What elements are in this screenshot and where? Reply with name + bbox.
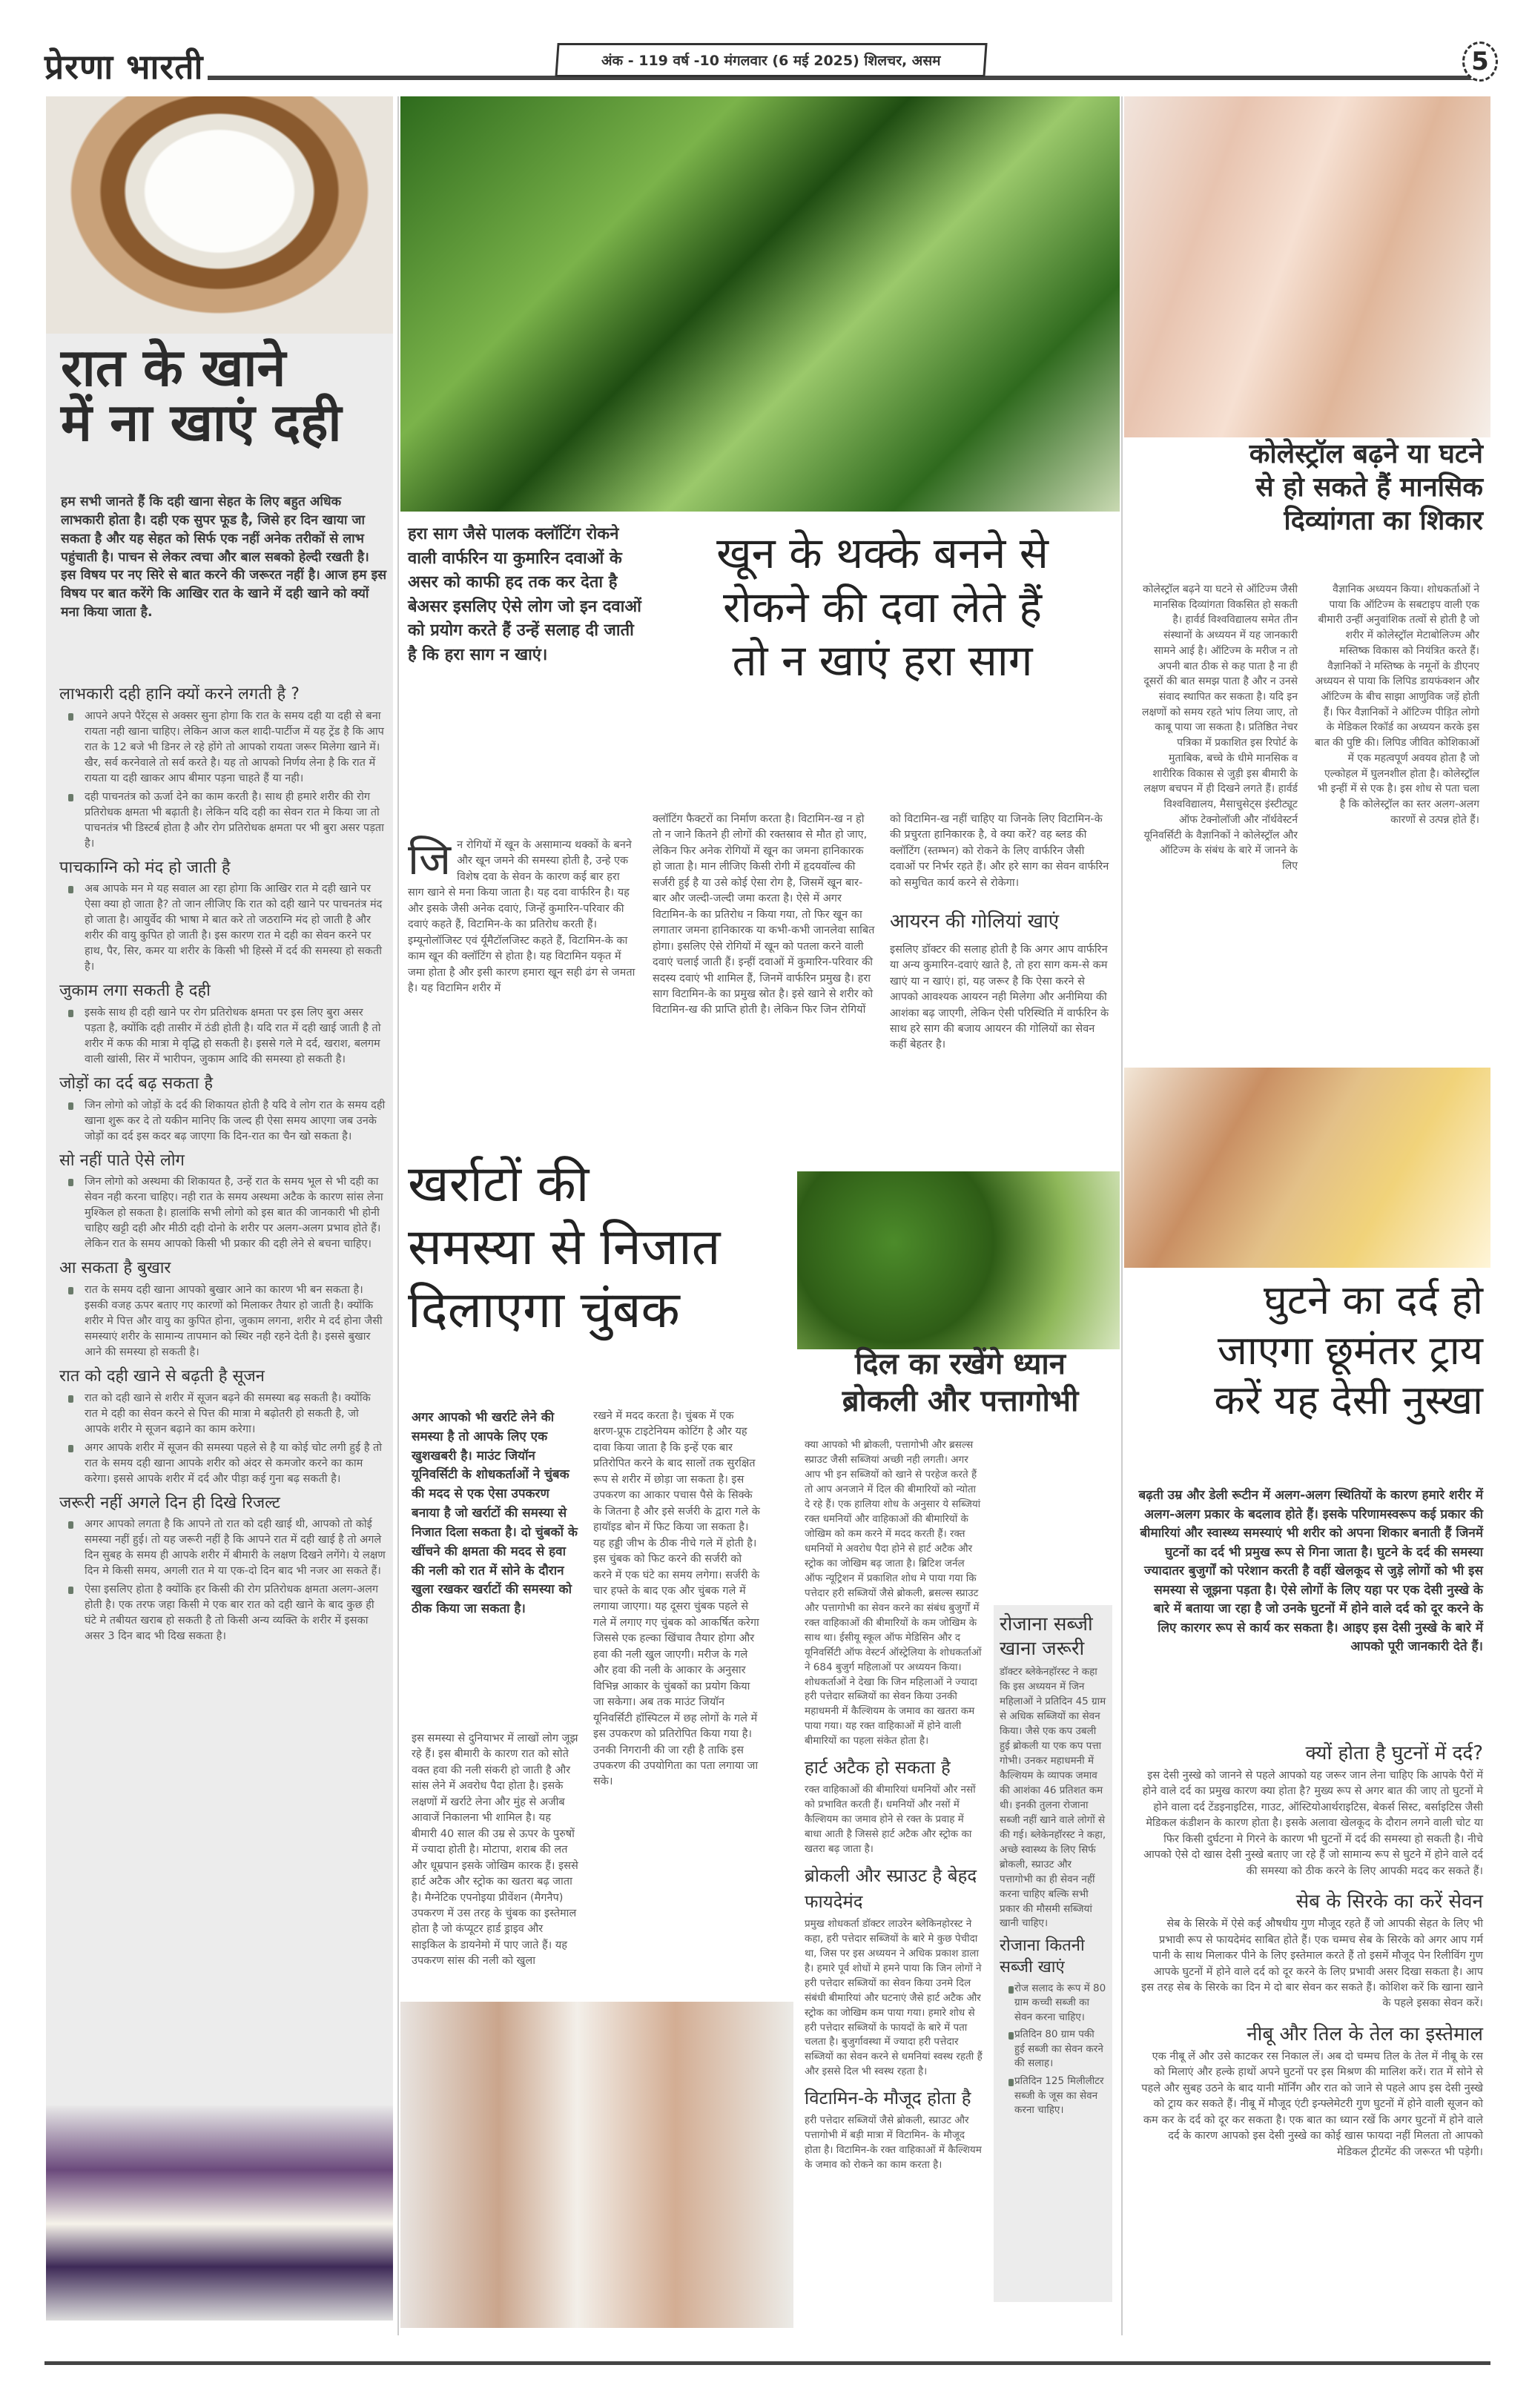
- headline-line: खून के थक्के बनने से: [716, 528, 1049, 578]
- issue-line: अंक - 119 वर्ष -10 मंगलवार (6 मई 2025) शिलचर, असम: [601, 53, 941, 69]
- page-number-badge: 5: [1462, 42, 1498, 82]
- knee-pain-remedy-image: [1124, 1068, 1490, 1268]
- section-heading: रात को दही खाने से बढ़ती है सूजन: [59, 1367, 265, 1386]
- section-heading: आ सकता है बुखार: [59, 1259, 171, 1278]
- section-heading: सो नहीं पाते ऐसे लोग: [59, 1151, 185, 1170]
- masthead: [44, 0, 1490, 87]
- column-divider: [397, 96, 399, 2335]
- knee-subhead: नीबू और तिल के तेल का इस्तेमाल: [1247, 2022, 1483, 2045]
- knee-section-text: सेब के सिरके में ऐसे कई औषधीय गुण मौजूद रहते हैं जो आपकी सेहत के लिए भी प्रभावी रूप से फायदेमंद साबित होते हैं। एक चम्मच सेब के सिरके को अगर आप गर्म पानी के साथ मिलाकर पीने के लिए इस्तेमाल करते हैं तो इसमें मौजूद पेन रिलीविंग गुण आपके घुटनों में होने वाले दर्द को दूर करने के लिए प्रभावी असर दिखा सकता है। आप इस तरह सेब के सिरके का दिन मे दो बार सेवन कर सकते हैं। कोशिश करें कि खाना खाने के पहले इसका सेवन करें।: [1141, 1918, 1483, 2010]
- snoring-col-2: रखने में मदद करता है। चुंबक में एक क्षरण-प्रूफ टाइटेनियम कोटिंग है और यह दावा किया जाता है कि इन्हें एक बार प्रतिरोपित करने के बाद सालों तक सुरक्षित रूप से शरीर में छोड़ा जा सकता है। इस उपकरण का आकार पचास पैसे के सिक्के के जितना है और इसे सर्जरी के द्वारा गले के हायॉइड बोन में फिट किया जा सकता है। यह हड्डी जीभ के ठीक नीचे गले में होती है। इस चुंबक को फिट करने की सर्जरी को करने में एक घंटे का समय लगेगा। सर्जरी के चार हफ्ते के बाद एक और चुंबक गले में लगाया जाएगा। यह दूसरा चुंबक पहले से गले में लगाए गए चुंबक को आकर्षित करेगा जिससे एक हल्का खिंचाव तैयार होगा और हवा की नली खुल जाएगी। मरीज के गले और हवा की नली के आकार के अनुसार विभिन्न आकार के चुंबकों का प्रयोग किया जा सकेगा। अब तक माउंट जियॉन यूनिवर्सिटी हॉस्पिटल में छह लोगों के गले में इस उपकरण को प्रतिरोपित किया गया है। उनकी निगरानी की जा रही है ताकि इस उपकरण की उपयोगिता का पता लगाया जा सके।: [593, 1410, 760, 1788]
- headline-line: घुटने का दर्द हो: [1263, 1277, 1483, 1323]
- knee-section-text: एक नीबू लें और उसे काटकर रस निकाल लें। अब दो चम्मच तिल के तेल में नीबू के रस को मिलाएं और हल्के हाथों अपने घुटनों पर इस मिश्रण की मालिश करें। रात में सोने से पहले और सुबह उठने के बाद यानी मॉर्निंग और रात को जाने से पहले आप इस देसी नुस्खे को ट्राय कर सकते हैं। नीबू में मौजूद एंटी इन्फ्लेमेटरी गुण घुटनों में होने वाली सूजन को कम कर के दर्द को दूर कर सकता है। एक बात का ध्यान रखें कि अगर घुटनों में होने वाले दर्द के कारण आपको इस देसी नुस्खे का कोई खास फायदा नहीं मिलता तो आपको मेडिकल ट्रीटमेंट की जरूरत भी पड़ेगी।: [1141, 2050, 1483, 2158]
- headline-line: तो न खाएं हरा साग: [732, 635, 1033, 686]
- headline-line: जाएगा छूमंतर ट्राय: [1217, 1326, 1483, 1374]
- sidebar-bullets: [1000, 1982, 1106, 2118]
- sleeping-couple-image: [400, 2002, 793, 2328]
- knee-lede: बढ़ती उम्र और डेली रूटीन में अलग-अलग स्थितियों के कारण हमारे शरीर में अलग-अलग प्रकार के बदलाव होते हैं। इसके परिणामस्वरूप कई प्रकार की बीमारियां और स्वास्थ्य समस्याएं भी शरीर को अपना शिकार बनाती हैं जिनमें घुटनों का दर्द भी प्रमुख रूप से गिना जाता है। घुटने के दर्द की समस्या ज्यादातर बुजुर्गों को परेशान करती है वहीं खेलकूद से जुड़े लोगों को भी इस समस्या से जूझना पड़ता है। ऐसे लोगों के लिए यहा पर एक देसी नुस्खे के बारे में बताया जा रहा है जो उनके घुटनों में होने वाले दर्द को दूर करने के लिए कारगर रूप से कार्य कर सकता है। आइए इस देसी नुस्खे के बारे में आपको पूरी जानकारी देते हैं।: [1138, 1488, 1483, 1654]
- sidebar-subhead: रोजाना कितनी सब्जी खाएं: [1000, 1936, 1085, 1977]
- dropcap: जि: [408, 834, 452, 884]
- greens-col-3: [890, 812, 1112, 1054]
- newspaper-brand: प्रेरणा भारती: [44, 47, 204, 87]
- veg-sidebar-box: [994, 1605, 1112, 2302]
- broccoli-subhead: ब्रोकली और स्प्राउट है बेहद फायदेमंद: [805, 1865, 977, 1913]
- headline-line: दिलाएगा चुंबक: [408, 1281, 680, 1340]
- section-heading: जोड़ों का दर्द बढ़ सकता है: [59, 1074, 214, 1094]
- bullet-paragraph: जिन लोगो को अस्थमा की शिकायत है, उन्हें रात के समय भूल से भी दही का सेवन नही करना चाहिए। नही रात के समय अस्थमा अटैक के कारण सांस लेना मुश्किल हो सकता है। हालांकि सभी लोगो को इस बात की जानकारी भी होनी चाहिए खट्टी दही और मीठी दही दोनो के शरीर पर अलग-अलग प्रभाव होते हैं। लेकिन रात के समय आपको किसी भी प्रकार की दही लेने से बचना चाहिए।: [59, 1174, 386, 1252]
- greens-col3b-text: इसलिए डॉक्टर की सलाह होती है कि अगर आप वार्फरिन या अन्य कुमारिन-दवाएं खाते है, तो हरा साग कम-से कम खाएं या न खाएं। हां, यह जरूर है कि ऐसा करने से आपको आवश्यक आयरन नही मिलेगा और अनीमिया की आशंका बढ़ जाएगी, लेकिन ऐसी परिस्थिति में वार्फरिन के साथ हरे साग की बजाय आयरन की गोलियों का सेवन कहीं बेहतर है।: [890, 943, 1109, 1051]
- knee-subhead: सेब के सिरके का करें सेवन: [1295, 1891, 1483, 1914]
- broccoli-intro: क्या आपको भी ब्रोकली, पत्तागोभी और ब्रसल्स स्प्राउट जैसी सब्जियां अच्छी नही लगती। अगर आप भी इन सब्जियों को खाने से परहेज करते हैं तो आप अनजाने में दिल की बीमारियों को न्योता दे रहे हैं। एक हालिया शोध के अनुसार ये सब्जियां रक्त धमनियों और वाहिकाओं की बीमारियों के जोखिम को कम करने में मदद करती हैं। रक्त धमनियों मे अवरोध पैदा होने से हार्ट अटैक और स्ट्रोक का जोखिम बढ़ जाता है। ब्रिटिश जर्नल ऑफ न्यूट्रिशन में प्रकाशित शोध मे पाया गया कि पत्तेदार हरी सब्जियों जैसे ब्रोकली, ब्रसल्स स्प्राउट और पत्तागोभी का सेवन करने का संबंध बुजुर्गों में रक्त वाहिकाओं की बीमारियों के कम जोखिम के साथ था। ईसीयू स्कूल ऑफ मेडिसिन और द यूनिवर्सिटी ऑफ वेस्टर्न ऑस्ट्रेलिया के शोधकर्ताओं ने 684 बुजुर्ग महिलाओं पर अध्ययन किया। शोधकर्ताओं ने देखा कि जिन महिलाओं ने ज्यादा हरी पत्तेदार सब्जियों का सेवन किया उनकी महाधमनी में कैल्शियम के जमाव का खतरा कम पाया गया। यह रक्त वाहिकाओं में होने वाली बीमारियों का पहला संकेत होता है।: [805, 1439, 982, 1747]
- snoring-col-1: इस समस्या से दुनियाभर में लाखों लोग जूझ रहे हैं। इस बीमारी के कारण रात को सोते वक्त हवा की नली संकरी हो जाती है और सांस लेने में अवरोध पैदा होता है। इसके लक्षणों में खर्राटे लेना और मुंह से अजीब आवाजें निकालना भी शामिल है। यह बीमारी 40 साल की उम्र से ऊपर के पुरुषों में ज्यादा होती है। मोटापा, शराब की लत और धूम्रपान इसके जोखिम कारक हैं। इससे हार्ट अटैक और स्ट्रोक का खतरा बढ़ जाता है। मैग्नेटिक एपनोइया प्रीवेंशन (मैगनैप) उपकरण में उस तरह के चुंबक का इस्तेमाल होता है जो कंप्यूटर हार्ड ड्राइव और साइकिल के डायनेमो में पाए जाते हैं। यह उपकरण सांस की नली को खुला: [412, 1733, 578, 1968]
- bullet-paragraph: रात को दही खाने से शरीर में सूजन बढ़ने की समस्या बढ़ सकती है। क्योंकि रात मे दही का सेवन करने से पित्त की मात्रा मे बढ़ोतरी हो सकती है, जो आपके शरीर मे सूजन बढ़ाने का काम करेगा।: [59, 1391, 386, 1438]
- sidebar-title: रोजाना सब्जी खाना जरूरी: [1000, 1613, 1093, 1660]
- greens-headline: [653, 526, 1112, 688]
- headline-line: ब्रोकली और पत्तागोभी: [842, 1384, 1079, 1418]
- knee-headline: [1135, 1275, 1483, 1426]
- sidebar-bullet: रोज सलाद के रूप में 80 ग्राम कच्ची सब्जी का सेवन करना चाहिए।: [1000, 1982, 1106, 2025]
- headline-line: दिल का रखेंगे ध्यान: [855, 1347, 1066, 1381]
- knee-sections: [1138, 1731, 1483, 2160]
- bullet-paragraph: रात के समय दही खाना आपको बुखार आने का कारण भी बन सकता है। इसकी वजह ऊपर बताए गए कारणों को मिलाकर तैयार हो जाती है। क्योंकि शरीर मे पित्त और वायु का कुपित होना, जुकाम लगना, शरीर मे दर्द होना जैसी समस्याएं शरीर के सामान्य तापमान को स्थिर नही रहने देती है। इससे बुखार आने की समस्या हो सकती है।: [59, 1283, 386, 1360]
- section-heading: जुकाम लगा सकती है दही: [59, 982, 211, 1001]
- sidebar-bullet: प्रतिदिन 125 मिलीलीटर सब्जी के जूस का सेवन करना चाहिए।: [1000, 2074, 1106, 2118]
- sidebar-bullet: प्रतिदिन 80 ग्राम पकी हुई सब्जी का सेवन करने की सलाह।: [1000, 2028, 1106, 2071]
- yogurt-parfait-image: [46, 2106, 393, 2321]
- greens-col-1: [408, 834, 638, 997]
- issue-info-box: [555, 43, 987, 77]
- section-heading: जरूरी नहीं अगले दिन ही दिखे रिजल्ट: [59, 1493, 280, 1512]
- bullet-paragraph: ऐसा इसलिए होता है क्योंकि हर किसी की रोग प्रतिरोधक क्षमता अलग-अलग होती है। एक तरफ जहा किसी मे एक बार रात को दही खाने के बाद कुछ ही घंटे मे तबीयत खराब हो सकती है तो किसी अन्य व्यक्ति के शरीर में इसका असर 3 दिन बाद भी दिख सकता है।: [59, 1582, 386, 1644]
- mother-child-image: [1124, 96, 1490, 437]
- article-curd: [46, 96, 393, 2321]
- knee-subhead: क्यों होता है घुटनों में दर्द?: [1305, 1742, 1483, 1764]
- broccoli-subhead: हार्ट अटैक हो सकता है: [805, 1757, 951, 1779]
- broccoli-main: [805, 1438, 983, 2173]
- footer-rule: [44, 2361, 1490, 2365]
- headline-line: करें यह देसी नुस्खा: [1214, 1377, 1483, 1423]
- knee-section-text: इस देसी नुस्खे को जानने से पहले आपको यह जरूर जान लेना चाहिए कि आपके पैरों में होने वाले दर्द का प्रमुख कारण क्या होता है? मुख्य रूप से अगर बात की जाए तो घुटनों मे होने वाला दर्द टेंडइनाइटिस, गाउट, ऑस्टियोआर्थराइटिस, बेकर्स सिस्ट, बर्साइटिस जैसी मेडिकल कंडीशन के कारण होता है। इसके अलावा खेलकूद के दौरान लगने वाली चोट या फिर किसी दुर्घटना मे गिरने के कारण भी घुटनों में दर्द की समस्या हो सकती है। नीचे आपको ऐसे दो खास देसी नुस्खे बताए जा रहे हैं जो सामान्य रूप से घुटने में होने वाले दर्द की समस्या को ठीक करने के लिए आपकी मदद कर सकते हैं।: [1142, 1770, 1483, 1877]
- headline-line: कोलेस्ट्रॉल बढ़ने या घटने: [1249, 439, 1483, 469]
- cholesterol-col-2: वैज्ञानिक अध्ययन किया। शोधकर्ताओं ने पाया कि ऑटिज्म के सबटाइप वाली एक बीमारी उन्हीं अनुवांशिक तत्वों से होती है जो शरीर में कोलेस्ट्रॉल मेटाबोलिज्म और मस्तिष्क विकास को नियंत्रित करते हैं। वैज्ञानिकों ने मस्तिष्क के नमूनों के डीएनए अध्ययन से पाया कि लिपिड डायफंक्शन और ऑटिज्म के बीच साझा आणुविक जड़ें होती हैं। फिर वैज्ञानिकों ने ऑटिज्म पीड़ित लोगो के मेडिकल रिकॉर्ड का अध्ययन करके इस बात की पुष्टि की। लिपिड जीवित कोशिकाओं में एक महत्वपूर्ण अवयव होता है जो एल्कोहल में घुलनशील होता है। कोलेस्ट्रॉल भी इन्हीं में से एक है। इस शोध से पता चला है कि कोलेस्ट्रॉल का स्तर अलग-अलग कारणों से उत्पन्न होते हैं।: [1315, 583, 1479, 826]
- column-divider: [1121, 96, 1123, 2335]
- broccoli-subhead: विटामिन-के मौजूद होता है: [805, 2088, 971, 2109]
- broccoli-sub3-text: हरी पत्तेदार सब्जियों जैसे ब्रोकली, स्प्राउट और पत्तागोभी में बड़ी मात्रा में विटामिन- के मौजूद होता है। विटामिन-के रक्त वाहिकाओं में कैल्शियम के जमाव को रोकने का काम करता है।: [805, 2114, 982, 2171]
- headline-line: समस्या से निजात: [408, 1218, 721, 1277]
- greens-pull-quote: हरा साग जैसे पालक क्लॉटिंग रोकने वाली वार्फरिन या कुमारिन दवाओं के असर को काफी हद तक कर देता है बेअसर इसलिए ऐसे लोग जो इन दवाओं को प्रयोग करते हैं उन्हें सलाह दी जाती है कि हरा साग न खाएं।: [408, 525, 641, 664]
- headline-line: रात के खाने: [61, 337, 286, 398]
- bullet-paragraph: जिन लोगो को जोड़ों के दर्द की शिकायत होती है यदि वे लोग रात के समय दही खाना शुरू कर दे तो यकीन मानिए कि जल्द ही ऐसा समय आएगा जब उनके जोड़ों का दर्द इस कदर बढ़ जाएगा कि दिन-रात का चैन खो सकता है।: [59, 1098, 386, 1145]
- cholesterol-col-1: कोलेस्ट्रॉल बढ़ने या घटने से ऑटिज्म जैसी मानसिक दिव्यांगता विकसित हो सकती है। हार्वर्ड विश्वविद्यालय समेत तीन संस्थानों के अध्ययन में यह जानकारी सामने आई है। ऑटिज्म के मरीज न तो अपनी बात ठीक से कह पाता है ना ही दूसरों की बात समझ पाता है और न उनसे संवाद स्थापित कर सकता है। यदि इन लक्षणों को समय रहते भांप लिया जाए, तो काबू पाया जा सकता है। प्रतिष्ठित नेचर पत्रिका में प्रकाशित इस रिपोर्ट के मुताबिक, बच्चे के धीमे मानसिक व शारीरिक विकास से जुड़ी इस बीमारी के लक्षण बचपन में ही दिखने लगते हैं। हार्वर्ड विश्वविद्यालय, मैसाचुसेट्स इंस्टीट्यूट ऑफ टेक्नोलॉजी और नॉर्थवेस्टर्न यूनिवर्सिटी के वैज्ञानिकों ने कोलेस्ट्रॉल और ऑटिज्म के संबंध के बारे में जानने के लिए: [1142, 583, 1298, 872]
- broccoli-sub1-text: रक्त वाहिकाओं की बीमारियां धमनियों और नसों को प्रभावित करती हैं। धमनियों और नसों में कैल्शियम का जमाव होने से रक्त के प्रवाह में बाधा आती है जिससे हार्ट अटैक और स्ट्रोक का खतरा बढ़ जाता है।: [805, 1783, 976, 1855]
- curd-lede: हम सभी जानते हैं कि दही खाना सेहत के लिए बहुत अधिक लाभकारी होता है। दही एक सुपर फूड है, जिसे हर दिन खाया जा सकता है और यह सेहत को सिर्फ एक नहीं अनेक तरीकों से लाभ पहुंचाती है। पाचन से लेकर त्वचा और बाल सबको हेल्दी रखती है। इस विषय पर नए सिरे से बात करने की जरूरत नहीं है। आज हम इस विषय पर बात करेंगे कि आखिर रात के खाने में दही खाने को क्यों मना किया जाता है.: [61, 494, 387, 621]
- broccoli-image: [797, 1171, 1120, 1349]
- greens-subhead: आयरन की गोलियां खाएं: [890, 910, 1060, 933]
- bullet-paragraph: अब आपके मन मे यह सवाल आ रहा होगा कि आखिर रात मे दही खाने पर ऐसा क्या हो जाता है? तो जान लीजिए कि रात को दही खाने पर पाचनतंत्र मंद हो जाता है। आयुर्वेद की भाषा मे बात करे तो जठराग्नि मंद हो जाती है और शरीर की वायु कुपित हो जाती है। इस कारण रात मे दही का सेवन करने पर हाथ, पैर, सिर, कमर या शरीर के किसी भी हिस्से में दर्द की समस्या हो सकती है।: [59, 882, 386, 975]
- broccoli-sub2-text: प्रमुख शोधकर्ता डॉक्टर लाउरेन ब्लेकिनहोरस्ट ने कहा, हरी पत्तेदार सब्जियों के बारे मे कुछ पेचीदा था, जिस पर इस अध्ययन ने अधिक प्रकाश डाला है। हमारे पूर्व शोधों मे हमने पाया कि जिन लोगों ने हरी पत्तेदार सब्जियों का सेवन किया उनमे दिल संबंधी बीमारियां और घटनाएं जैसे हार्ट अटैक और स्ट्रोक का जोखिम कम पाया गया। हमारे शोध से हरी पत्तेदार सब्जियों के फायदों के बारे में पता चलता है। बुजुर्गावस्था में ज्यादा हरी पत्तेदार सब्जियों का सेवन करने से धमनियां स्वस्थ रहती हैं और इससे दिल भी स्वस्थ रहता है।: [805, 1917, 983, 2078]
- curd-headline: [61, 337, 387, 453]
- snoring-lede: अगर आपको भी खर्राटे लेने की समस्या है तो आपके लिए एक खुशखबरी है। माउंट जियॉन यूनिवर्सिटी के शोधकर्ताओं ने चुंबक की मदद से एक ऐसा उपकरण बनाया है जो खर्राटों की समस्या से निजात दिला सकता है। दो चुंबकों के खींचने की क्षमता की मदद से हवा की नली को रात में सोने के दौरान खुला रखकर खर्राटों की समस्या को ठीक किया जा सकता है।: [412, 1410, 578, 1617]
- headline-line: दिव्यांगता का शिकार: [1284, 506, 1483, 536]
- greens-col1-text: न रोगियों में खून के असामान्य थक्कों के बनने और खून जमने की समस्या होती है, उन्हे एक विशेष दवा के सेवन के कारण कई बार हरा साग खाने से मना किया जाता है। यह दवा वार्फरिन है। यह और इसके जैसी अनेक दवाएं, जिन्हें कुमारिन-परिवार की दवाएं कहते हैं, विटामिन-के का प्रतिरोध करती हैं। इम्यूनोलॉजिस्ट एवं र्यूमैटॉलजिस्ट कहते हैं, विटामिन-के का काम खून की क्लॉटिंग से होता है। यह विटामिन यकृत में जमा होता है और इसी कारण हमारा खून सही ढंग से जमता है। यह विटामिन शरीर में: [408, 839, 635, 995]
- bullet-paragraph: दही पाचनतंत्र को ऊर्जा देने का काम करती है। साथ ही हमारे शरीर की रोग प्रतिरोधक क्षमता भी बढ़ाती है। लेकिन यदि दही का सेवन रात मे किया जा तो पाचनतंत्र भी डिस्टर्ब होता है और रोग प्रतिरोधक क्षमता पर भी बुरा असर पड़ता है।: [59, 790, 386, 852]
- greens-col3-text: को विटामिन-ख नहीं चाहिए या जिनके लिए विटामिन-के की प्रचुरता हानिकारक है, वे क्या करें? वह ब्लड की क्लॉटिंग (स्तम्भन) को रोकने के लिए वार्फरिन जैसी दवाओं पर निर्भर रहते हैं। और हरे साग का सेवन वार्फरिन को समुचित कार्य करने से रोकेगा।: [890, 813, 1109, 889]
- greens-col-2: क्लॉटिंग फैक्टरों का निर्माण करता है। विटामिन-ख न हो तो न जाने कितने ही लोगों की रक्तस्राव से मौत हो जाए, लेकिन फिर अनेक रोगियों में खून का जमना हानिकारक हो जाता है। मान लीजिए किसी रोगी में हृदयवॉल्व की सर्जरी हुई है या उसे कोई ऐसा रोग है, जिसमें खून बार-बार और जल्दी-जल्दी जमा करता है। ऐसे में अगर विटामिन-के का प्रतिरोध न किया गया, तो फिर खून का लगातार जमना हानिकारक या कभी-कभी जानलेवा साबित होगा। इसलिए ऐसे रोगियों में खून को पतला करने वाली दवाएं चलाई जाती हैं। इन्हीं दवाओं में कुमारिन-परिवार की सदस्य दवाएं भी शामिल हैं, जिनमें वार्फरिन प्रमुख है। हरा साग विटामिन-के का प्रमुख स्रोत है। इसे खाने से शरीर को विटामिन-ख की प्राप्ति होती है। लेकिन फिर जिन रोगियों: [653, 813, 875, 1016]
- sidebar-text: डॉक्टर ब्लेकेनहॉरस्ट ने कहा कि इस अध्ययन में जिन महिलाओं ने प्रतिदिन 45 ग्राम से अधिक सब्जियों का सेवन किया। जैसे एक कप उबली हुई ब्रोकली या एक कप पत्ता गोभी। उनकर महाधमनी में कैल्शियम के व्यापक जमाव की आशंका 46 प्रतिशत कम थी। इनकी तुलना रोजाना सब्जी नहीं खाने वाले लोगों से की गई। ब्लेकेनहॉरस्ट ने कहा, अच्छे स्वास्थ्य के लिए सिर्फ ब्रोकली, स्प्राउट और पत्तागोभी का ही सेवन नहीं करना चाहिए बल्कि सभी प्रकार की मौसमी सब्जियां खानी चाहिए।: [1000, 1666, 1106, 1930]
- section-heading: पाचकाग्नि को मंद हो जाती है: [59, 858, 231, 877]
- bullet-paragraph: अगर आपके शरीर में सूजन की समस्या पहले से है या कोई चोट लगी हुई है तो रात के समय दही खाना आपके शरीर को अंदर से कमजोर करने का काम करेगा। इससे आपके शरीर में दर्द और पीड़ा कई गुना बढ़ सकती है।: [59, 1440, 386, 1487]
- curd-sections: [59, 678, 386, 1644]
- snoring-headline: [408, 1153, 764, 1342]
- bullet-paragraph: इसके साथ ही दही खाने पर रोग प्रतिरोधक क्षमता पर इस लिए बुरा असर पड़ता है, क्योंकि दही तासीर में ठंडी होती है। यदि रात में दही खाई जाती है तो शरीर में कफ की मात्रा मे वृद्धि हो सकती है। इससे गले मे दर्द, खराश, बलगम वाली खांसी, सिर में भारीपन, जुकाम आदि की समस्या हो सकती है।: [59, 1005, 386, 1068]
- headline-line: से हो सकते हैं मानसिक: [1255, 472, 1483, 503]
- section-heading: लाभकारी दही हानि क्यों करने लगती है ?: [59, 685, 300, 704]
- bullet-paragraph: अगर आपको लगता है कि आपने तो रात को दही खाई थी, आपको तो कोई समस्या नहीं हुई। तो यह जरूरी नहीं है कि आपने रात में दही खाई है तो अगले दिन सुबह के समय ही आपके शरीर में बीमारी के लक्षण दिखने लगेंगे। ये लक्षण दिन मे किसी समय, अगली रात मे या एक-दो दिन बाद भी नजर आ सकते हैं।: [59, 1517, 386, 1579]
- cholesterol-headline: [1142, 437, 1483, 538]
- headline-line: में ना खाएं दही: [61, 391, 342, 453]
- broccoli-headline: [805, 1346, 1116, 1420]
- yogurt-bowl-image: [46, 96, 393, 334]
- leafy-greens-collage-image: [400, 96, 1120, 512]
- headline-line: खर्राटों की: [408, 1155, 590, 1214]
- bullet-paragraph: आपने अपने पैरेंट्स से अक्सर सुना होगा कि रात के समय दही या दही से बना रायता नही खाना चाहिए। लेकिन आज कल शादी-पार्टीज में यह ट्रेंड है कि आप रात के 12 बजे भी डिनर ले रहे होंगे तो आपको रायता जरूर मिलेगा खाने में। खैर, सर्व करनेवाले तो सर्व करते है। यह तो आपको निर्णय लेना है कि रात में रायता या दही खाकर आप बीमार पड़ना चाहते हैं या नही।: [59, 709, 386, 787]
- headline-line: रोकने की दवा लेते हैं: [722, 581, 1043, 632]
